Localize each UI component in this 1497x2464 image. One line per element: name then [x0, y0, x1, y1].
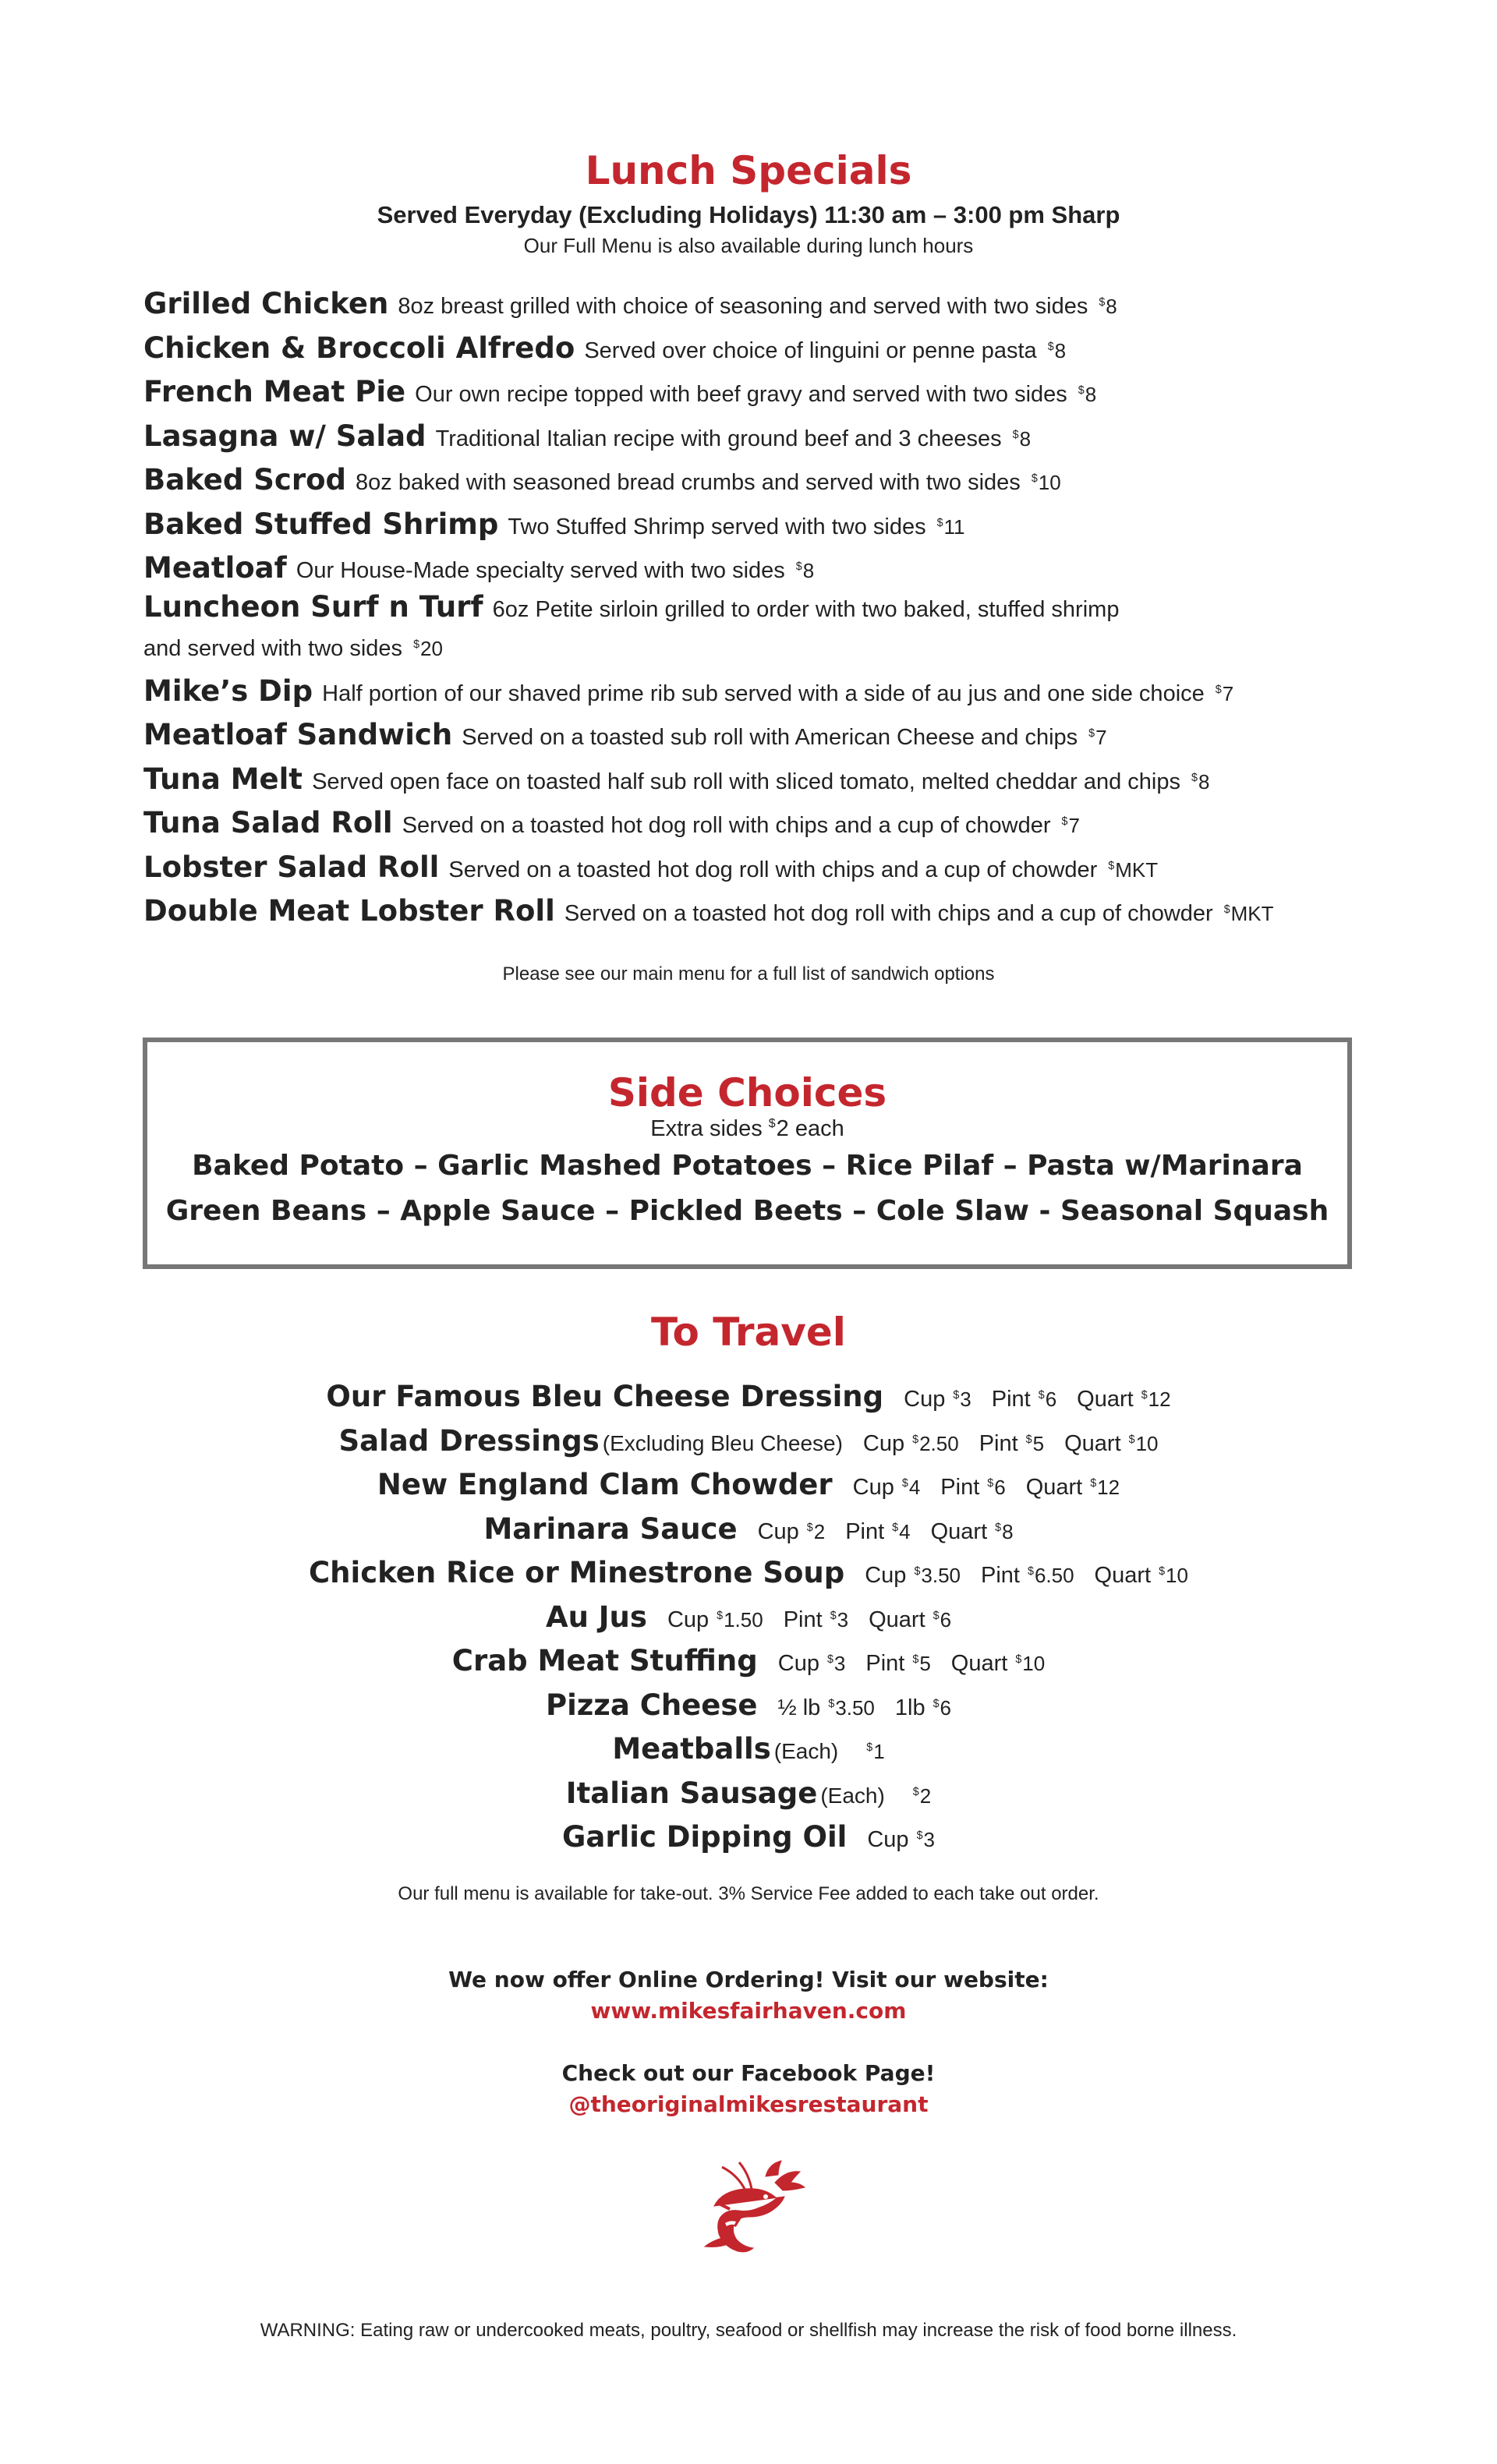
size-price — [913, 1784, 931, 1808]
size-price — [828, 1696, 875, 1720]
size-option — [979, 1431, 1044, 1456]
size-label: Cup — [862, 1430, 905, 1456]
item-price — [1062, 814, 1080, 837]
size-label: Quart — [930, 1518, 988, 1544]
lunch-item — [143, 668, 1360, 712]
size-price — [717, 1608, 763, 1631]
size-price — [1026, 1432, 1044, 1455]
lunch-item — [143, 325, 1360, 369]
lunch-item — [143, 844, 1360, 889]
lunch-item — [143, 712, 1360, 756]
dollar-sign: $ — [1191, 771, 1198, 784]
lunch-hours: Served Everyday (Excluding Holidays) 11:30 am – 3:00 pm Sharp — [377, 201, 1120, 228]
item-price — [1048, 339, 1066, 362]
lunch-item — [143, 888, 1360, 932]
dollar-sign: $ — [1015, 1653, 1022, 1666]
size-price — [987, 1476, 1005, 1499]
size-label: Quart — [869, 1607, 925, 1632]
size-option — [951, 1651, 1045, 1676]
dollar-sign: $ — [912, 1433, 919, 1446]
size-price — [914, 1564, 961, 1587]
item-name: Au Jus — [545, 1600, 647, 1634]
size-option — [867, 1827, 935, 1852]
extra-sides-price: 2 — [776, 1116, 789, 1141]
size-option — [865, 1651, 930, 1676]
item-price-value: 7 — [1222, 681, 1234, 705]
extra-sides-prefix: Extra sides — [650, 1116, 763, 1141]
side-choices-title: Side Choices — [607, 1070, 887, 1115]
item-description: Half portion of our shaved prime rib sub served with a side of au jus and one side choice — [322, 681, 1205, 706]
size-option — [869, 1607, 951, 1632]
item-price-value: 8 — [1054, 338, 1067, 362]
lunch-note: Our Full Menu is also available during lunch hours — [523, 234, 974, 257]
size-option — [853, 1475, 921, 1500]
size-price — [827, 1652, 845, 1675]
item-name: Meatloaf — [143, 551, 287, 585]
dollar-sign: $ — [830, 1609, 837, 1622]
size-price — [912, 1652, 930, 1675]
size-price — [917, 1828, 935, 1851]
takeout-note: Our full menu is available for take-out. 3% Service Fee added to each take out order. — [398, 1883, 1099, 1904]
item-price — [1078, 383, 1096, 406]
lunch-item — [143, 800, 1360, 844]
size-label: Quart — [1077, 1387, 1134, 1412]
item-name: Chicken & Broccoli Alfredo — [143, 331, 575, 365]
travel-item — [0, 1638, 1497, 1682]
item-price-value: 11 — [943, 514, 965, 539]
dollar-sign: $ — [1088, 727, 1095, 740]
travel-item — [0, 1770, 1497, 1815]
lunch-item — [143, 281, 1360, 325]
size-label: Quart — [1025, 1475, 1083, 1500]
size-price-value: 2.50 — [919, 1431, 959, 1455]
travel-item — [0, 1373, 1497, 1418]
size-label: Quart — [1064, 1430, 1121, 1456]
item-price — [1088, 726, 1106, 749]
size-price-value: 10 — [1022, 1652, 1046, 1675]
item-price — [937, 515, 965, 539]
size-price-value: 6 — [1045, 1388, 1057, 1411]
item-price — [1099, 295, 1117, 318]
item-price-value: MKT — [1115, 857, 1159, 882]
dollar-sign: $ — [826, 1653, 833, 1666]
dollar-sign: $ — [1128, 1433, 1135, 1446]
size-label: Pint — [940, 1475, 980, 1500]
item-description: Served on a toasted sub roll with American Cheese and chips — [462, 725, 1078, 750]
to-travel-title: To Travel — [651, 1310, 846, 1355]
item-name: French Meat Pie — [143, 375, 406, 408]
dollar-sign: $ — [413, 638, 420, 651]
lunch-specials-list — [143, 281, 1360, 932]
item-qualifier: (Each) — [773, 1739, 839, 1763]
size-price — [953, 1388, 971, 1411]
item-description: 6oz Petite sirloin grilled to order with two baked, stuffed shrimp — [492, 596, 1120, 622]
dollar-sign: $ — [995, 1521, 1002, 1534]
size-option — [904, 1387, 971, 1412]
dollar-sign: $ — [795, 560, 802, 573]
size-price-value: 1.50 — [724, 1607, 763, 1631]
size-label: Cup — [757, 1518, 799, 1544]
item-price — [1191, 770, 1209, 794]
size-option — [845, 1519, 910, 1544]
item-name: Meatloaf Sandwich — [143, 718, 453, 751]
size-price-value: 12 — [1097, 1476, 1120, 1499]
online-ordering-text: We now offer Online Ordering! Visit our website: — [448, 1967, 1049, 1992]
item-price-value: 8 — [1019, 426, 1032, 451]
item-name: Salad Dressings — [338, 1423, 600, 1458]
size-label: Quart — [1094, 1563, 1152, 1588]
dollar-sign: $ — [936, 516, 943, 529]
item-name: Baked Scrod — [143, 463, 346, 497]
size-price — [1090, 1476, 1120, 1499]
item-name: Lasagna w/ Salad — [143, 419, 426, 453]
size-label: Cup — [667, 1607, 710, 1632]
size-price — [1129, 1432, 1159, 1455]
travel-item — [0, 1814, 1497, 1858]
item-price — [1032, 471, 1061, 494]
size-option — [1064, 1431, 1158, 1456]
item-name: Tuna Melt — [143, 762, 303, 796]
size-price-value: 1 — [873, 1740, 885, 1763]
dollar-sign: $ — [1031, 472, 1038, 485]
item-price-value: 8 — [1085, 383, 1097, 406]
dollar-sign: $ — [1090, 1477, 1097, 1490]
dollar-sign: $ — [914, 1565, 921, 1578]
item-name: Italian Sausage — [565, 1776, 818, 1810]
size-option — [931, 1519, 1014, 1544]
lunch-item — [143, 457, 1360, 501]
size-option — [858, 1739, 884, 1764]
item-price — [1216, 682, 1233, 705]
item-name: Pizza Cheese — [545, 1688, 758, 1722]
lunch-item — [143, 369, 1360, 413]
item-price-value: 7 — [1068, 814, 1080, 837]
item-price — [1108, 858, 1158, 882]
dollar-sign: $ — [901, 1477, 908, 1490]
travel-item — [0, 1594, 1497, 1639]
dollar-sign: $ — [912, 1653, 919, 1666]
size-price — [1039, 1388, 1056, 1411]
size-price — [1015, 1652, 1045, 1675]
item-price-value: 8 — [1198, 769, 1210, 794]
dollar-sign: $ — [953, 1389, 960, 1402]
item-description: Served on a toasted hot dog roll with chips and a cup of chowder — [448, 857, 1098, 882]
side-choices-box — [143, 1038, 1352, 1269]
dollar-sign: $ — [1215, 683, 1222, 696]
travel-item — [0, 1682, 1497, 1727]
travel-item — [0, 1506, 1497, 1550]
item-price-value: 20 — [420, 636, 443, 660]
size-option — [758, 1519, 826, 1544]
item-description: Served over choice of linguini or penne pasta — [584, 338, 1037, 363]
item-qualifier: (Each) — [820, 1783, 885, 1808]
dollar-sign: $ — [828, 1697, 835, 1710]
size-option — [981, 1563, 1074, 1588]
size-option — [863, 1431, 959, 1456]
size-option — [1095, 1563, 1188, 1588]
size-price — [912, 1432, 959, 1455]
lunch-item — [143, 756, 1360, 801]
size-label: Pint — [865, 1651, 905, 1676]
size-option — [778, 1651, 846, 1676]
size-price-value: 5 — [1032, 1431, 1045, 1455]
size-label: Pint — [845, 1518, 885, 1544]
item-price — [1224, 902, 1274, 925]
item-price-value: 8 — [802, 559, 815, 582]
size-price — [866, 1740, 884, 1763]
item-name: Meatballs — [612, 1732, 771, 1766]
item-description: Served open face on toasted half sub roll with sliced tomato, melted cheddar and chips — [312, 769, 1180, 794]
item-name: Chicken Rice or Minestrone Soup — [309, 1556, 845, 1589]
item-name: Luncheon Surf n Turf — [143, 589, 483, 624]
lunch-specials-title: Lunch Specials — [585, 148, 912, 193]
travel-item — [0, 1462, 1497, 1506]
dollar-sign: $ — [1025, 1433, 1032, 1446]
extra-sides-suffix: each — [795, 1116, 844, 1141]
item-name: Double Meat Lobster Roll — [143, 894, 555, 928]
dollar-sign: $ — [1038, 1389, 1045, 1402]
item-price-value: 7 — [1095, 726, 1107, 749]
size-label: ½ lb — [777, 1695, 821, 1720]
size-price-value: 3.50 — [921, 1564, 961, 1587]
size-price — [807, 1520, 825, 1543]
size-label: Pint — [979, 1430, 1018, 1456]
item-description: Our House-Made specialty served with two sides — [296, 558, 785, 583]
item-name: Lobster Salad Roll — [143, 850, 440, 884]
lunch-item — [143, 501, 1360, 546]
item-name: New England Clam Chowder — [377, 1468, 833, 1501]
item-name: Mike’s Dip — [143, 673, 313, 708]
item-name: Crab Meat Stuffing — [451, 1644, 758, 1677]
size-price-value: 12 — [1148, 1388, 1171, 1411]
size-price — [933, 1608, 951, 1631]
item-description: Served on a toasted hot dog roll with chips and a cup of chowder — [402, 813, 1051, 838]
size-price-value: 4 — [899, 1519, 911, 1543]
size-option — [992, 1387, 1056, 1412]
dollar-sign: $ — [717, 1609, 724, 1622]
dollar-sign: $ — [1047, 340, 1054, 353]
item-price — [1013, 427, 1031, 451]
item-price — [413, 637, 443, 660]
item-name: Baked Stuffed Shrimp — [143, 507, 499, 541]
dollar-sign: $ — [768, 1116, 776, 1130]
item-price-value: 10 — [1038, 471, 1061, 494]
dollar-sign: $ — [1141, 1389, 1148, 1402]
size-price — [995, 1520, 1013, 1543]
size-option — [1026, 1475, 1120, 1500]
dollar-sign: $ — [1223, 903, 1230, 916]
size-price-value: 4 — [908, 1476, 921, 1499]
item-description: 8oz baked with seasoned bread crumbs and served with two sides — [356, 470, 1021, 495]
item-description: Served on a toasted hot dog roll with chips and a cup of chowder — [564, 901, 1213, 926]
dollar-sign: $ — [806, 1521, 813, 1534]
item-name: Garlic Dipping Oil — [562, 1820, 848, 1854]
dollar-sign: $ — [916, 1829, 923, 1842]
size-option — [1077, 1387, 1170, 1412]
size-price-value: 10 — [1166, 1564, 1188, 1587]
size-label: Pint — [783, 1607, 823, 1632]
dollar-sign: $ — [892, 1521, 899, 1534]
lunch-item — [143, 589, 1360, 668]
item-name: Grilled Chicken — [143, 287, 389, 320]
size-label: Cup — [904, 1387, 946, 1412]
size-price-value: 10 — [1135, 1431, 1159, 1455]
dollar-sign: $ — [912, 1785, 919, 1798]
size-option — [778, 1695, 875, 1720]
item-qualifier: (Excluding Bleu Cheese) — [602, 1430, 843, 1455]
lunch-item — [143, 413, 1360, 458]
size-price — [830, 1608, 848, 1631]
item-name: Our Famous Bleu Cheese Dressing — [326, 1380, 884, 1413]
extra-sides-note — [147, 1116, 1347, 1142]
size-price-value: 3 — [923, 1828, 935, 1851]
size-price-value: 3 — [833, 1652, 846, 1675]
dollar-sign: $ — [866, 1741, 873, 1754]
item-name: Tuna Salad Roll — [143, 806, 393, 840]
size-label: Quart — [950, 1651, 1008, 1676]
size-label: Cup — [865, 1563, 907, 1588]
to-travel-list — [0, 1373, 1497, 1858]
size-price — [933, 1696, 951, 1720]
facebook-text: Check out our Facebook Page! — [561, 2060, 936, 2086]
side-choices-row: Green Beans – Apple Sauce – Pickled Beets – Cole Slaw - Seasonal Squash — [165, 1195, 1329, 1227]
size-price-value: 3 — [837, 1607, 849, 1631]
size-option — [905, 1783, 931, 1808]
item-name: Marinara Sauce — [483, 1511, 738, 1546]
food-safety-warning: WARNING: Eating raw or undercooked meats, poultry, seafood or shellfish may increase the risk of food borne illness. — [260, 2320, 1237, 2341]
size-option — [865, 1563, 961, 1588]
size-price — [892, 1520, 910, 1543]
size-price-value: 5 — [919, 1652, 931, 1675]
dollar-sign: $ — [1078, 384, 1085, 397]
dollar-sign: $ — [933, 1697, 940, 1710]
size-label: Pint — [981, 1563, 1020, 1588]
dollar-sign: $ — [1027, 1565, 1034, 1578]
item-price-value: MKT — [1230, 902, 1274, 925]
size-price — [1141, 1388, 1171, 1411]
lobster-icon — [691, 2159, 808, 2261]
facebook-handle-link[interactable]: @theoriginalmikesrestaurant — [568, 2091, 929, 2117]
size-option — [667, 1607, 763, 1632]
item-description: Traditional Italian recipe with ground beef and 3 cheeses — [435, 426, 1002, 451]
size-price-value: 6.50 — [1034, 1564, 1074, 1587]
size-price-value: 2 — [813, 1519, 826, 1543]
size-price-value: 6 — [994, 1476, 1006, 1499]
size-label: Pint — [991, 1387, 1031, 1412]
travel-item — [0, 1550, 1497, 1594]
size-price — [902, 1476, 920, 1499]
travel-item — [0, 1726, 1497, 1770]
travel-item — [0, 1418, 1497, 1462]
dollar-sign: $ — [1159, 1565, 1166, 1578]
size-price-value: 2 — [919, 1783, 932, 1808]
item-description: Two Stuffed Shrimp served with two sides — [508, 514, 926, 539]
dollar-sign: $ — [987, 1477, 994, 1490]
size-price-value: 6 — [940, 1607, 952, 1631]
size-price-value: 6 — [940, 1695, 952, 1720]
item-description: and served with two sides — [143, 635, 403, 661]
size-option — [784, 1607, 848, 1632]
size-label: Cup — [777, 1651, 819, 1676]
size-label: Cup — [852, 1475, 894, 1500]
website-link[interactable]: www.mikesfairhaven.com — [590, 1998, 907, 2024]
item-description: Our own recipe topped with beef gravy and served with two sides — [415, 382, 1067, 407]
dollar-sign: $ — [933, 1609, 940, 1622]
dollar-sign: $ — [1108, 859, 1115, 872]
lunch-item — [143, 545, 1360, 589]
size-option — [895, 1695, 951, 1720]
item-description-line2 — [143, 627, 1360, 666]
side-choices-row: Baked Potato – Garlic Mashed Potatoes – Rice Pilaf – Pasta w/Marinara — [192, 1150, 1303, 1182]
dollar-sign: $ — [1012, 428, 1019, 441]
size-price-value: 8 — [1002, 1519, 1014, 1543]
size-label: Cup — [867, 1827, 909, 1852]
size-price — [1159, 1564, 1188, 1587]
size-price — [1028, 1564, 1074, 1587]
sandwich-note: Please see our main menu for a full list of sandwich options — [502, 963, 995, 985]
dollar-sign: $ — [1099, 296, 1106, 309]
size-label: 1lb — [894, 1695, 925, 1720]
size-price-value: 3 — [960, 1388, 971, 1411]
item-price-value: 8 — [1106, 295, 1117, 318]
item-price — [796, 559, 814, 582]
item-description: 8oz breast grilled with choice of seasoning and served with two sides — [398, 294, 1088, 319]
size-option — [940, 1475, 1005, 1500]
size-price-value: 3.50 — [835, 1695, 875, 1720]
dollar-sign: $ — [1061, 815, 1068, 828]
